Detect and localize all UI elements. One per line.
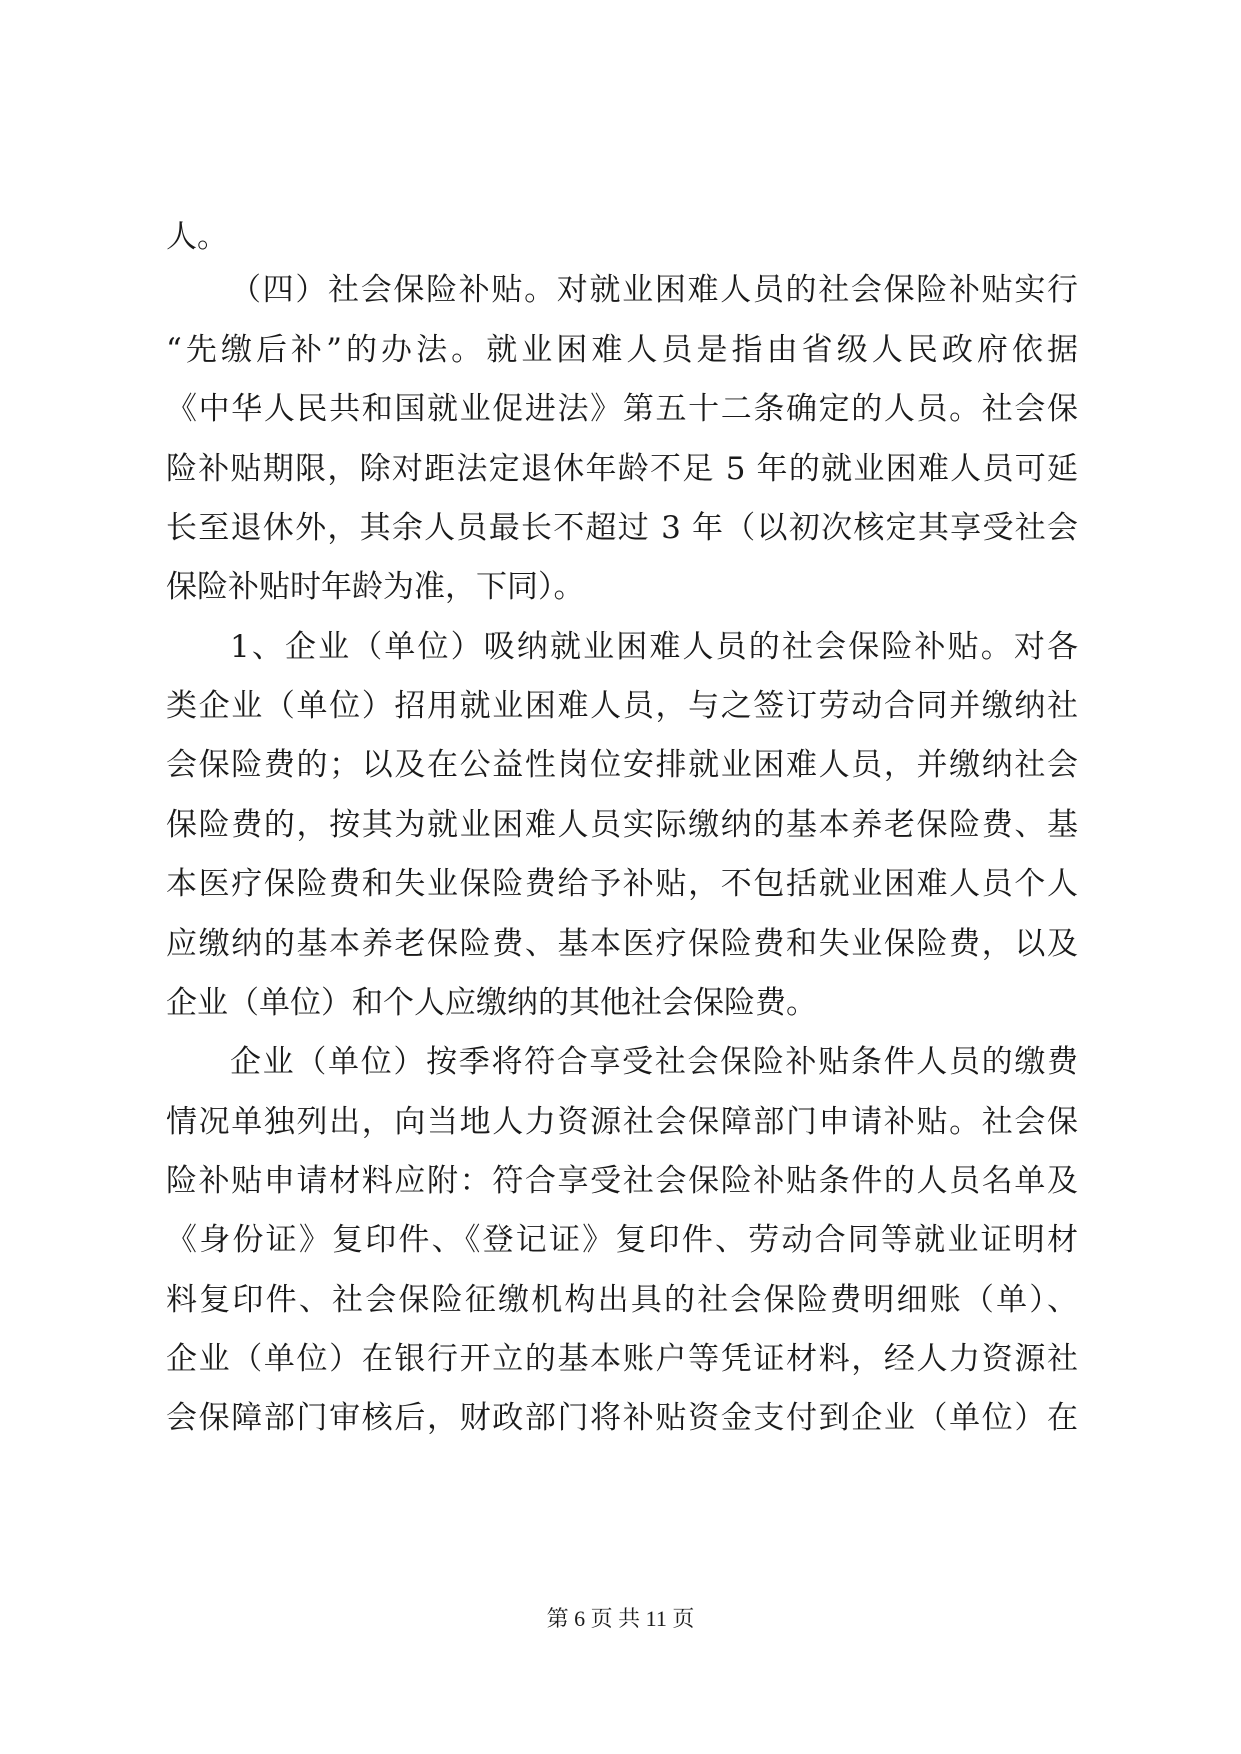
text-line: 险补贴期限，除对距法定退休年龄不足 5 年的就业困难人员可延 xyxy=(166,451,1078,487)
text-line: 会保障部门审核后，财政部门将补贴资金支付到企业（单位）在 xyxy=(166,1400,1078,1436)
text-line: 险补贴申请材料应附：符合享受社会保险补贴条件的人员名单及 xyxy=(166,1163,1078,1199)
text-line: 会保险费的；以及在公益性岗位安排就业困难人员，并缴纳社会 xyxy=(166,747,1078,783)
text-line: 本医疗保险费和失业保险费给予补贴，不包括就业困难人员个人 xyxy=(166,866,1078,902)
text-line: 长至退休外，其余人员最长不超过 3 年（以初次核定其享受社会 xyxy=(166,510,1078,546)
text-line: 人。 xyxy=(166,219,228,255)
text-line: 料复印件、社会保险征缴机构出具的社会保险费明细账（单）、 xyxy=(166,1282,1078,1318)
text-line: 保险补贴时年龄为准，下同）。 xyxy=(166,569,585,605)
text-line: “先缴后补”的办法。就业困难人员是指由省级人民政府依据 xyxy=(166,332,1078,368)
text-line: 企业（单位）在银行开立的基本账户等凭证材料，经人力资源社 xyxy=(166,1341,1078,1377)
text-line: 应缴纳的基本养老保险费、基本医疗保险费和失业保险费，以及 xyxy=(166,926,1078,962)
paragraph-start-line: 1、企业（单位）吸纳就业困难人员的社会保险补贴。对各 xyxy=(230,629,1078,665)
text-line: 保险费的，按其为就业困难人员实际缴纳的基本养老保险费、基 xyxy=(166,807,1078,843)
text-line: 情况单独列出，向当地人力资源社会保障部门申请补贴。社会保 xyxy=(166,1104,1078,1140)
page-number-footer: 第 6 页 共 11 页 xyxy=(546,1606,695,1631)
section-heading-line: （四）社会保险补贴。对就业困难人员的社会保险补贴实行 xyxy=(230,272,1078,308)
text-line: 企业（单位）和个人应缴纳的其他社会保险费。 xyxy=(166,985,817,1021)
text-line: 类企业（单位）招用就业困难人员，与之签订劳动合同并缴纳社 xyxy=(166,688,1078,724)
text-line: 《中华人民共和国就业促进法》第五十二条确定的人员。社会保 xyxy=(166,391,1078,427)
text-line: 《身份证》复印件、《登记证》复印件、劳动合同等就业证明材 xyxy=(166,1222,1078,1258)
paragraph-start-line: 企业（单位）按季将符合享受社会保险补贴条件人员的缴费 xyxy=(230,1044,1078,1080)
